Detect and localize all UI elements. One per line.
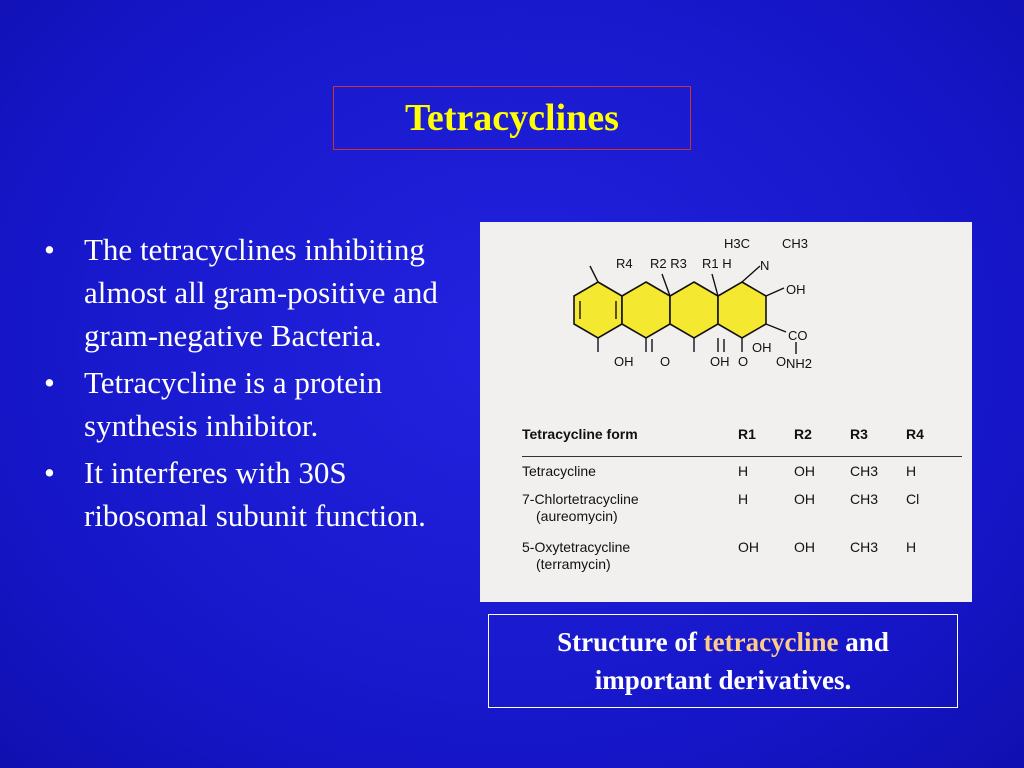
table-cell-name: [522, 457, 738, 492]
bullet-text: It interferes with 30S ribosomal subunit function.: [84, 455, 426, 533]
table-header: Tetracycline form: [522, 426, 738, 457]
label-nh2: NH2: [786, 356, 813, 371]
table-row: [522, 539, 962, 587]
table-cell: H: [738, 491, 749, 507]
bullet-glyph: •: [44, 232, 55, 267]
compound-common-name: (aureomycin): [536, 508, 618, 524]
label-r2r3: R2 R3: [650, 256, 687, 271]
table-cell: OH: [794, 491, 815, 507]
table-cell: CH3: [850, 539, 879, 555]
derivatives-table: [522, 426, 962, 587]
compound-name: 7-Chlortetracycline: [522, 491, 639, 507]
table-header-row: [522, 426, 962, 457]
table-cell: CH3: [850, 463, 879, 479]
label-oh-bottom-right: OH: [752, 340, 772, 355]
table-cell: OH: [794, 539, 815, 555]
table-header: R3: [850, 426, 906, 457]
bullet-glyph: •: [44, 365, 55, 400]
label-o-3: O: [776, 354, 787, 369]
label-co: CO: [788, 328, 808, 343]
table-row: [522, 457, 962, 492]
caption-line-1: [489, 623, 957, 661]
table-cell: OH: [794, 463, 815, 479]
label-h3c: H3C: [724, 236, 751, 251]
compound-name: Tetracycline: [522, 463, 596, 479]
caption-text: Structure of: [557, 627, 704, 657]
label-r1h: R1 H: [702, 256, 732, 271]
table-cell: OH: [738, 539, 759, 555]
label-o-2: O: [738, 354, 749, 369]
ring-d: [718, 282, 766, 338]
title-box: [333, 86, 691, 150]
label-n: N: [760, 258, 770, 273]
table-row: [522, 491, 962, 539]
table-header: R2: [794, 426, 850, 457]
caption-text: and: [838, 627, 889, 657]
table-header: R4: [906, 426, 962, 457]
caption-highlight: tetracycline: [703, 627, 839, 657]
label-oh-top: OH: [786, 282, 806, 297]
bullet-glyph: •: [44, 455, 55, 490]
slide-title: Tetracyclines: [405, 97, 619, 139]
table-header: R1: [738, 426, 794, 457]
table-cell-name: [522, 491, 738, 539]
structure-figure: [480, 222, 972, 602]
bullet-text: Tetracycline is a protein synthesis inhibitor.: [84, 365, 383, 443]
bullet-text: The tetracyclines inhibiting almost all gram-positive and gram-negative Bacteria.: [84, 232, 438, 353]
table-cell: CH3: [850, 491, 879, 507]
table-cell: H: [738, 463, 749, 479]
ring-system: [574, 282, 766, 338]
label-ch3: CH3: [782, 236, 809, 251]
table-cell: H: [906, 463, 917, 479]
label-oh-bottom-mid: OH: [710, 354, 730, 369]
caption-line-2: important derivatives.: [594, 665, 852, 695]
bullet-list: [40, 228, 470, 541]
table-cell-name: [522, 539, 738, 587]
compound-name: 5-Oxytetracycline: [522, 539, 631, 555]
ring-c: [670, 282, 718, 338]
bullet-item: [40, 451, 470, 537]
label-o-1: O: [660, 354, 671, 369]
table-cell: Cl: [906, 491, 920, 507]
ring-b: [622, 282, 670, 338]
label-r4: R4: [616, 256, 633, 271]
ring-a: [574, 282, 622, 338]
table-cell: H: [906, 539, 917, 555]
bullet-item: [40, 228, 470, 357]
bullet-item: [40, 361, 470, 447]
compound-common-name: (terramycin): [536, 556, 611, 572]
label-oh-bottom-left: OH: [614, 354, 634, 369]
figure-caption: [488, 614, 958, 708]
